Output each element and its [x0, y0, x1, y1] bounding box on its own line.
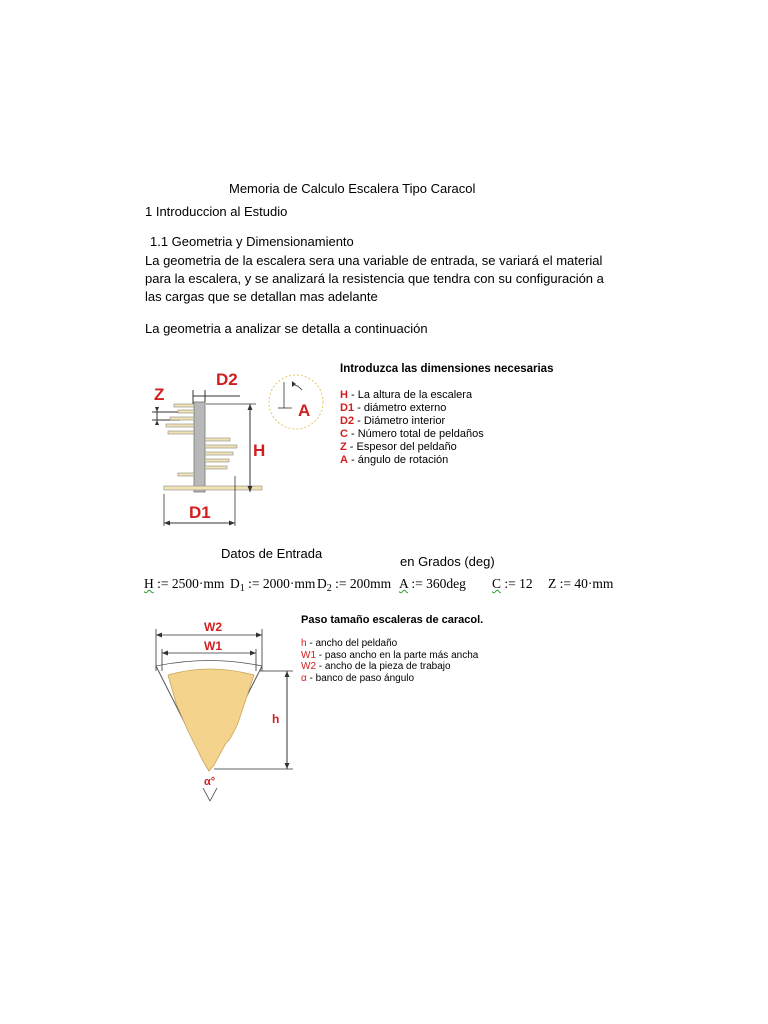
- legend-item: [340, 428, 484, 441]
- geometry-intro-text: La geometria a analizar se detalla a continuación: [145, 321, 428, 336]
- w2-label: W2: [204, 620, 222, 634]
- intro-paragraph: La geometria de la escalera sera una variable de entrada, se variará el material para la escalera, y se analizará la resistencia que tendra con su configuración a las cargas que se detallan mas adelante: [145, 253, 604, 304]
- legend-key: H: [340, 389, 348, 401]
- var-z: Z := 40·mm: [548, 576, 614, 591]
- var-c: C := 12: [492, 576, 533, 591]
- legend-text: - Diámetro interior: [354, 415, 446, 427]
- h-label: H: [253, 441, 266, 460]
- legend-key: W2: [301, 661, 316, 672]
- legend-key: α: [301, 672, 307, 684]
- var-h: H := 2500·mm: [144, 576, 225, 591]
- legend-item: [301, 673, 478, 685]
- degrees-note: en Grados (deg): [400, 554, 495, 569]
- legend-item: [301, 661, 478, 673]
- var-d1: $D_1$ := 2000·mm: [230, 576, 316, 594]
- legend-text: - La altura de la escalera: [347, 389, 473, 401]
- legend-text: - diámetro externo: [354, 402, 447, 414]
- section-heading-1: 1 Introduccion al Estudio: [145, 204, 288, 219]
- d2-label: D2: [216, 370, 238, 389]
- z-label: Z: [154, 385, 165, 404]
- legend-text: - paso ancho en la parte más ancha: [316, 649, 479, 661]
- h-step-label: h: [272, 712, 280, 726]
- legend-key: W1: [301, 649, 316, 661]
- legend-text: - ángulo de rotación: [347, 454, 449, 466]
- a-label: A: [298, 401, 311, 420]
- legend-item: [301, 638, 478, 650]
- var-a: A := 360deg: [399, 576, 466, 591]
- legend-key: D2: [340, 415, 355, 427]
- figure1-heading: Introduzca las dimensiones necesarias: [340, 363, 554, 375]
- figure2-legend: [301, 638, 478, 684]
- legend-key: A: [340, 454, 348, 466]
- figure1-legend: [340, 389, 484, 467]
- legend-text: - Espesor del peldaño: [346, 441, 457, 453]
- legend-text: - ancho del peldaño: [306, 638, 398, 649]
- alpha-label: α°: [204, 776, 216, 788]
- legend-key: h: [301, 638, 307, 649]
- legend-item: [340, 415, 484, 428]
- document-title: Memoria de Calculo Escalera Tipo Caracol: [229, 181, 476, 196]
- legend-key: D1: [340, 402, 355, 414]
- legend-text: - banco de paso ángulo: [306, 672, 415, 684]
- figure2-heading: Paso tamaño escaleras de caracol.: [301, 614, 484, 626]
- legend-item: [301, 650, 478, 662]
- input-data-label: Datos de Entrada: [221, 546, 323, 561]
- d1-label: D1: [189, 503, 211, 522]
- legend-key: C: [340, 428, 348, 440]
- legend-item: [340, 389, 484, 402]
- legend-text: - Número total de peldaños: [347, 428, 484, 440]
- legend-item: [340, 402, 484, 415]
- w1-label: W1: [204, 639, 222, 653]
- var-d2: $D_2$ := 200mm: [317, 576, 392, 594]
- legend-item: [340, 454, 484, 467]
- legend-key: Z: [340, 441, 347, 453]
- legend-item: [340, 441, 484, 454]
- step-size-diagram: [148, 613, 298, 803]
- section-heading-1-1: 1.1 Geometria y Dimensionamiento: [150, 234, 354, 249]
- legend-text: - ancho de la pieza de trabajo: [316, 661, 451, 672]
